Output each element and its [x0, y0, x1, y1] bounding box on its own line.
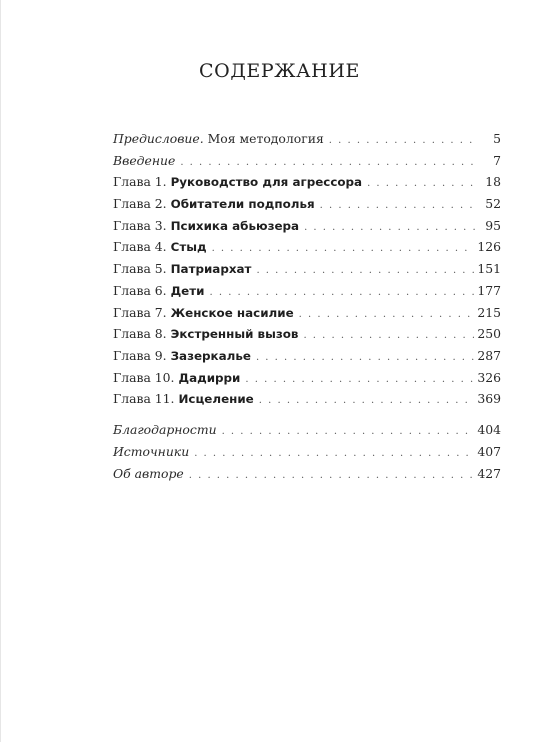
chapter-number: Глава 9. — [113, 347, 167, 363]
toc-entry-chapter-2 — [113, 193, 501, 215]
chapter-number: Глава 3. — [113, 217, 167, 233]
toc-entry-chapter-4 — [113, 236, 501, 258]
toc-entry-page-number: 250 — [477, 326, 501, 342]
dot-leader — [320, 195, 476, 217]
toc-entry-page-number: 52 — [485, 196, 501, 212]
toc-entry-preface-label: Моя методология — [203, 131, 324, 146]
toc-entry-page-number: 151 — [477, 261, 501, 277]
page-title: СОДЕРЖАНИЕ — [199, 60, 360, 82]
toc-entry-page-number: 126 — [477, 239, 501, 255]
toc-entry-sources-label: Источники — [113, 444, 190, 460]
table-of-contents — [113, 128, 501, 485]
chapter-number: Глава 10. — [113, 369, 175, 385]
chapter-title: Экстренный вызов — [170, 327, 299, 342]
dot-leader — [367, 173, 476, 195]
dot-leader — [259, 390, 475, 412]
dot-leader — [299, 304, 475, 326]
toc-entry-preface-label-italic: Предисловие. — [113, 131, 204, 146]
toc-entry-chapter-10 — [113, 367, 501, 389]
dot-leader — [209, 282, 474, 304]
toc-entry-preface — [113, 128, 501, 150]
toc-entry-page-number: 95 — [485, 217, 501, 233]
toc-entry-page-number: 326 — [477, 369, 501, 385]
toc-entry-chapter-1 — [113, 171, 501, 193]
chapter-number: Глава 7. — [113, 304, 167, 320]
toc-entry-chapter-7 — [113, 302, 501, 324]
dot-leader — [189, 465, 475, 487]
toc-entry-page-number: 369 — [477, 391, 501, 407]
toc-entry-page-number: 287 — [477, 347, 501, 363]
toc-entry-introduction-label: Введение — [113, 152, 176, 168]
dot-leader — [180, 152, 476, 174]
toc-entry-chapter-3 — [113, 215, 501, 237]
dot-leader — [303, 325, 474, 347]
chapter-title: Зазеркалье — [170, 348, 251, 363]
toc-entry-about-author — [113, 463, 501, 485]
chapter-title: Психика абьюзера — [170, 218, 300, 233]
chapter-number: Глава 6. — [113, 282, 167, 298]
chapter-title: Патриархат — [170, 262, 252, 277]
dot-leader — [194, 443, 474, 465]
chapter-title: Руководство для агрессора — [170, 175, 363, 190]
chapter-number: Глава 4. — [113, 239, 167, 255]
chapter-number: Глава 2. — [113, 196, 167, 212]
dot-leader — [256, 347, 474, 369]
chapter-number: Глава 8. — [113, 326, 167, 342]
toc-entry-page-number: 215 — [477, 304, 501, 320]
toc-entry-page-number: 404 — [477, 422, 501, 438]
chapter-number: Глава 11. — [113, 391, 175, 407]
dot-leader — [222, 421, 475, 443]
toc-entry-sources — [113, 441, 501, 463]
toc-entry-about-author-label: Об авторе — [113, 465, 184, 481]
chapter-title: Стыд — [170, 240, 207, 255]
toc-entry-page-number: 18 — [485, 174, 501, 190]
chapter-number: Глава 1. — [113, 174, 167, 190]
chapter-title: Женское насилие — [170, 305, 294, 320]
toc-entry-chapter-9 — [113, 345, 501, 367]
dot-leader — [212, 238, 475, 260]
chapter-number: Глава 5. — [113, 261, 167, 277]
toc-entry-chapter-5 — [113, 258, 501, 280]
dot-leader — [304, 217, 476, 239]
toc-entry-page-number: 407 — [477, 444, 501, 460]
toc-entry-chapter-11 — [113, 388, 501, 410]
chapter-title: Обитатели подполья — [170, 197, 315, 212]
toc-entry-chapter-8 — [113, 323, 501, 345]
chapter-title: Исцеление — [178, 392, 254, 407]
toc-entry-acknowledgements-label: Благодарности — [113, 422, 217, 438]
toc-entry-page-number: 7 — [493, 152, 501, 168]
toc-entry-page-number: 177 — [477, 282, 501, 298]
toc-entry-page-number: 427 — [477, 465, 501, 481]
dot-leader — [329, 130, 476, 152]
dot-leader — [256, 260, 474, 282]
dot-leader — [245, 369, 474, 391]
chapter-title: Дадирри — [178, 370, 241, 385]
toc-entry-acknowledgements — [113, 419, 501, 441]
toc-entry-page-number: 5 — [493, 131, 501, 146]
toc-entry-chapter-6 — [113, 280, 501, 302]
chapter-title: Дети — [170, 283, 205, 298]
toc-entry-introduction — [113, 150, 501, 172]
